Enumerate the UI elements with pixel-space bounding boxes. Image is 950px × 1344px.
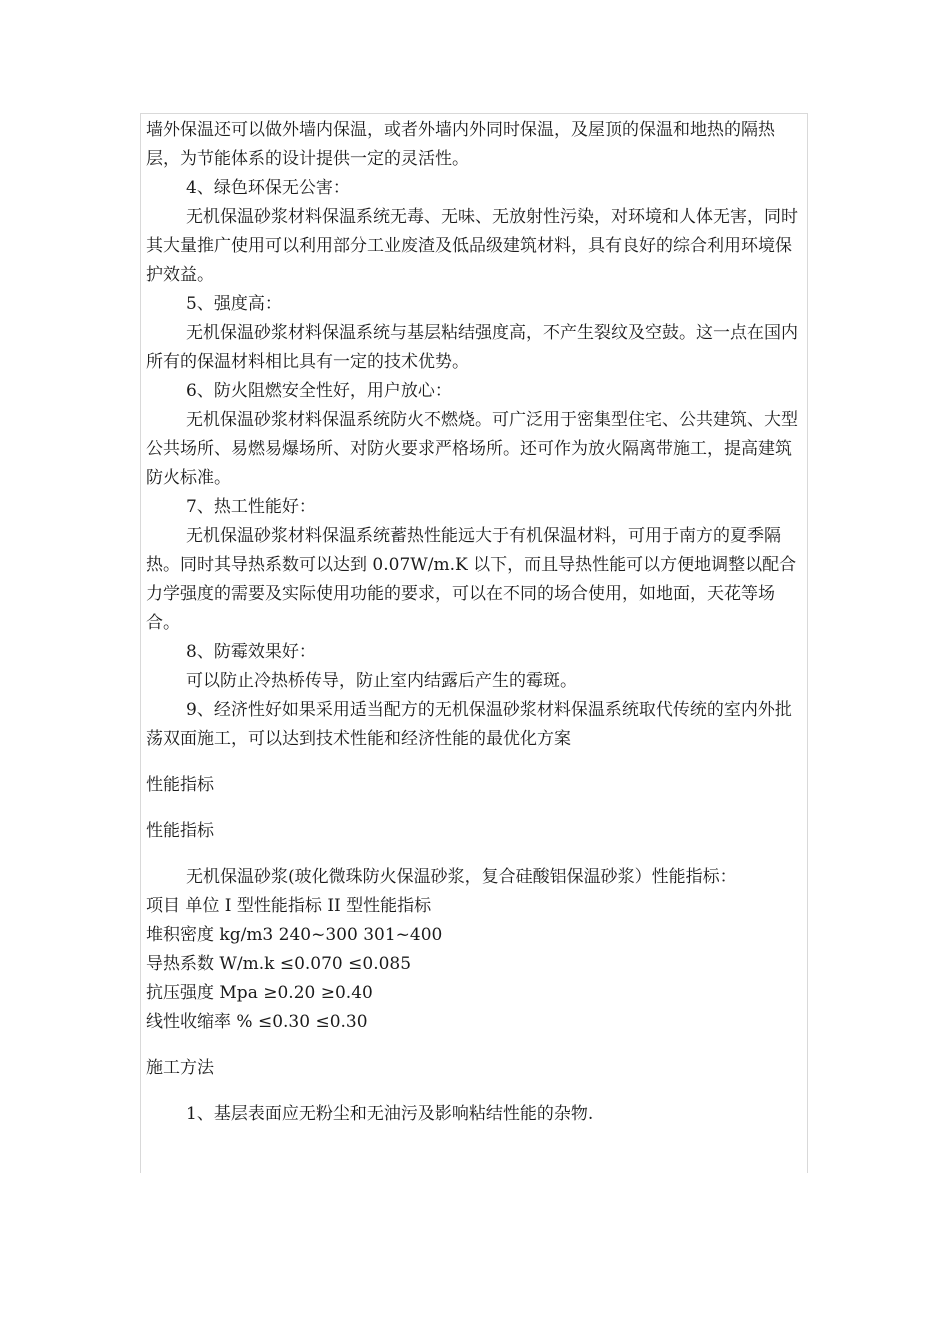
section-heading-performance-repeat: 性能指标 — [146, 821, 214, 841]
list-heading-6: 6、防火阻燃安全性好，用户放心： — [186, 381, 452, 401]
method-step-1: 1、基层表面应无粉尘和无油污及影响粘结性能的杂物. — [186, 1104, 594, 1124]
spec-row-density: 堆积密度 kg/m3 240~300 301~400 — [146, 925, 443, 945]
paragraph: 无机保温砂浆材料保温系统防火不燃烧。可广泛用于密集型住宅、公共建筑、大型公共场所、易燃易爆场所、对防火要求严格场所。还可作为放火隔离带施工，提高建筑防火标准。 — [146, 410, 798, 488]
paragraph: 可以防止冷热桥传导，防止室内结露后产生的霉斑。 — [186, 671, 577, 691]
spec-intro: 无机保温砂浆(玻化微珠防火保温砂浆，复合硅酸铝保温砂浆）性能指标： — [186, 867, 737, 887]
spec-row-compressive: 抗压强度 Mpa ≥0.20 ≥0.40 — [146, 983, 373, 1003]
section-heading-performance: 性能指标 — [146, 775, 214, 795]
list-heading-5: 5、强度高： — [186, 294, 282, 314]
spec-header-row: 项目 单位 I 型性能指标 II 型性能指标 — [146, 896, 432, 916]
list-heading-4: 4、绿色环保无公害： — [186, 178, 350, 198]
document-body — [146, 116, 800, 1129]
paragraph: 无机保温砂浆材料保温系统与基层粘结强度高，不产生裂纹及空鼓。这一点在国内所有的保温材料相比具有一定的技术优势。 — [146, 323, 798, 372]
paragraph: 9、经济性好如果采用适当配方的无机保温砂浆材料保温系统取代传统的室内外批荡双面施工，可以达到技术性能和经济性能的最优化方案 — [146, 700, 792, 749]
paragraph: 无机保温砂浆材料保温系统蓄热性能远大于有机保温材料，可用于南方的夏季隔热。同时其导热系数可以达到 0.07W/m.K 以下，而且导热性能可以方便地调整以配合力学强度的需要及实际使用功能的要求，可以在不同的场合使用，如地面，天花等场合。 — [146, 526, 797, 633]
list-heading-8: 8、防霉效果好： — [186, 642, 316, 662]
section-heading-construction: 施工方法 — [146, 1058, 214, 1078]
list-heading-7: 7、热工性能好： — [186, 497, 316, 517]
paragraph: 无机保温砂浆材料保温系统无毒、无味、无放射性污染，对环境和人体无害，同时其大量推广使用可以利用部分工业废渣及低品级建筑材料，具有良好的综合利用环境保护效益。 — [146, 207, 798, 285]
spec-row-conductivity: 导热系数 W/m.k ≤0.070 ≤0.085 — [146, 954, 412, 974]
spec-row-shrinkage: 线性收缩率 % ≤0.30 ≤0.30 — [146, 1012, 368, 1032]
paragraph: 墙外保温还可以做外墙内保温，或者外墙内外同时保温，及屋顶的保温和地热的隔热层，为节能体系的设计提供一定的灵活性。 — [146, 120, 775, 169]
